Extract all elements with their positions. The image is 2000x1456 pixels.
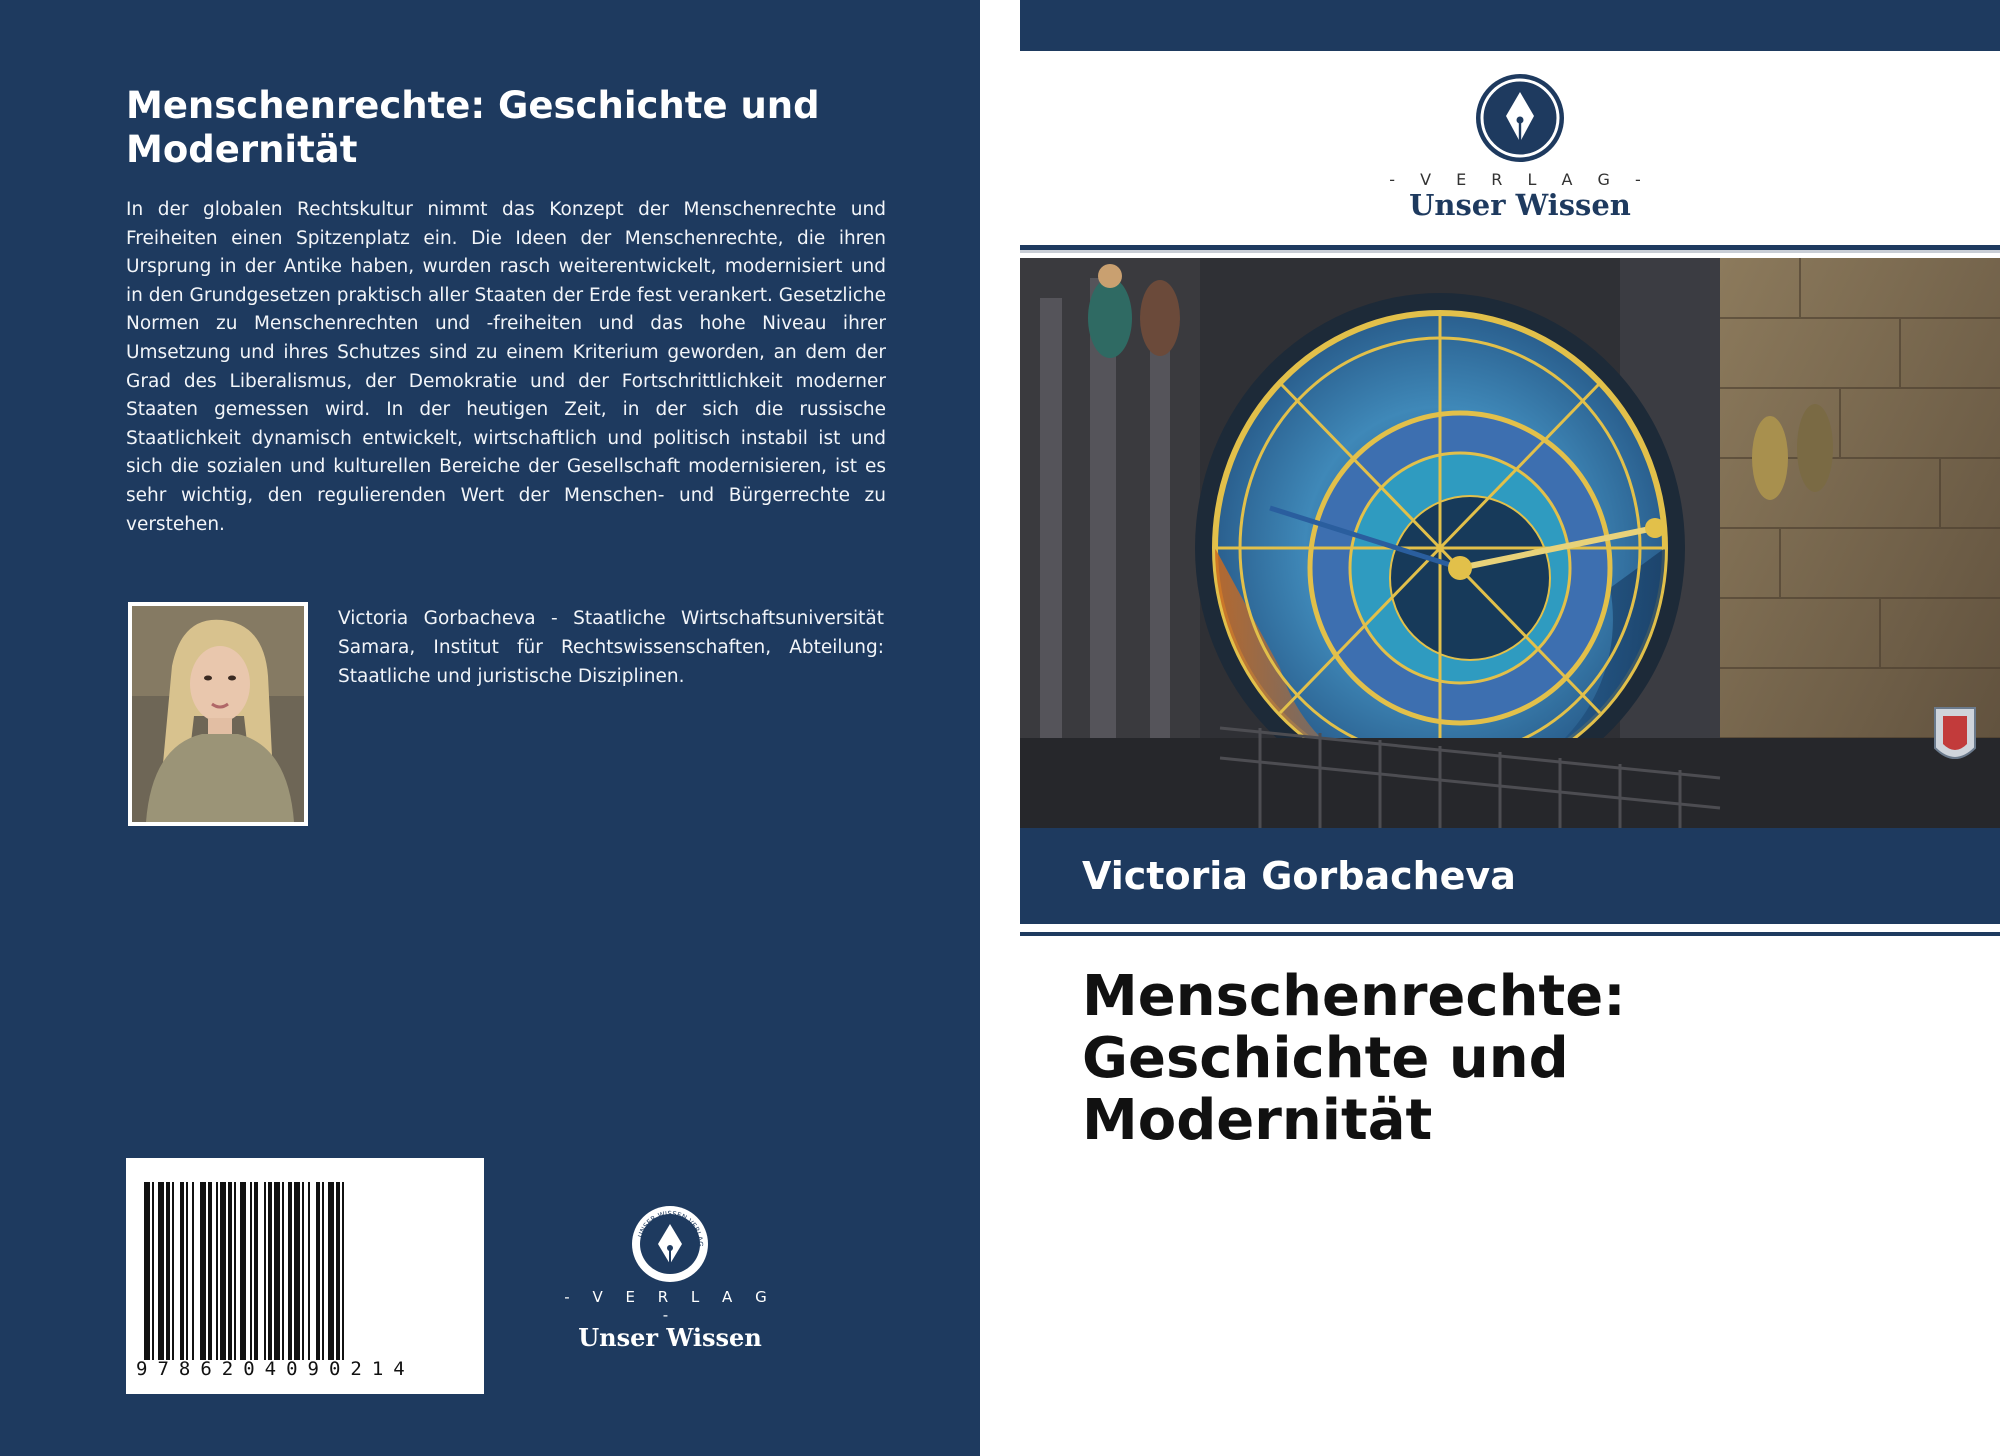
barcode-bar <box>250 1182 252 1360</box>
front-cover <box>1020 0 2000 1456</box>
barcode-bar <box>216 1182 218 1360</box>
barcode-bar <box>294 1182 300 1360</box>
front-title-line-3: Modernität <box>1082 1088 1433 1153</box>
logo-ring-text: UNSER WISSEN VERLAG <box>636 1209 705 1247</box>
back-logo-name: Unser Wissen <box>578 1323 762 1352</box>
back-cover-blurb: In der globalen Rechtskultur nimmt das Konzept der Menschenrechte und Freiheiten einen Spitzenplatz ein. Die Ideen der Menschenrechte, die ihren Ursprung in der Antike haben, wurden rasch weiterentwickelt, modernisiert und in den Grundgesetzen praktisch aller Staaten der Erde fest verankert. Gesetzliche Normen zu Menschenrechten und -freiheiten und das hohe Niveau ihrer Umsetzung und ihres Schutzes sind zu einem Kriterium geworden, an dem der Grad des Liberalismus, der Demokratie und der Fortschrittlichkeit moderner Staaten gemessen wird. In der heutigen Zeit, in der sich die russische Staatlichkeit dynamisch entwickelt, wirtschaftlich und politisch instabil ist und sich die sozialen und kulturellen Bereiche der Gesellschaft modernisieren, ist es sehr wichtig, den regulierenden Wert der Menschen- und Bürgerrechte zu verstehen. <box>126 199 886 535</box>
barcode-bar <box>254 1182 258 1360</box>
barcode-bars <box>140 1182 470 1360</box>
barcode-bar <box>264 1182 266 1360</box>
barcode-bar <box>220 1182 226 1360</box>
barcode-bar <box>308 1182 310 1360</box>
front-publisher-logo <box>1350 72 1690 222</box>
author-photo <box>128 602 308 826</box>
barcode-bar <box>336 1182 340 1360</box>
author-band <box>1020 828 2000 924</box>
barcode-bar <box>282 1182 284 1360</box>
fountain-pen-nib-icon <box>630 1204 710 1284</box>
cover-photo-astronomical-clock <box>1020 258 2000 828</box>
front-author-name: Victoria Gorbacheva <box>1082 854 1516 898</box>
barcode-bar <box>288 1182 292 1360</box>
back-publisher-logo <box>560 1204 780 1352</box>
front-logo-name: Unser Wissen <box>1409 188 1631 222</box>
fountain-pen-nib-icon <box>1474 72 1566 164</box>
barcode-bar <box>166 1182 170 1360</box>
barcode-bar <box>172 1182 174 1360</box>
front-title-line-1: Menschenrechte: <box>1082 964 1626 1029</box>
barcode-bar <box>200 1182 206 1360</box>
front-cover-title <box>1082 966 1962 1152</box>
barcode-bar <box>192 1182 194 1360</box>
author-bio: Victoria Gorbacheva - Staatliche Wirtschaftsuniversität Samara, Institut für Rechtswissenschaften, Abteilung: Staatliche und juristische Disziplinen. <box>338 608 884 687</box>
barcode-bar <box>274 1182 280 1360</box>
barcode-bar <box>268 1182 272 1360</box>
barcode-bar <box>228 1182 232 1360</box>
barcode-bar <box>186 1182 188 1360</box>
back-cover-title: Menschenrechte: Geschichte und Modernität <box>126 84 820 171</box>
barcode-bar <box>152 1182 154 1360</box>
barcode-bar <box>158 1182 164 1360</box>
barcode-bar <box>180 1182 184 1360</box>
back-cover <box>0 0 980 1456</box>
barcode-bar <box>328 1182 334 1360</box>
author-band-underline <box>1020 932 2000 936</box>
front-separator-shadow <box>1020 250 2000 253</box>
front-logo-verlag: - V E R L A G - <box>1389 170 1651 189</box>
isbn-barcode <box>126 1158 484 1394</box>
barcode-bar <box>342 1182 344 1360</box>
barcode-bar <box>240 1182 246 1360</box>
barcode-bar <box>234 1182 236 1360</box>
barcode-bar <box>144 1182 150 1360</box>
front-top-bar <box>1020 0 2000 51</box>
barcode-bar <box>322 1182 324 1360</box>
barcode-bar <box>208 1182 212 1360</box>
barcode-bar <box>302 1182 304 1360</box>
barcode-bar <box>316 1182 320 1360</box>
front-title-line-2: Geschichte und <box>1082 1026 1569 1091</box>
isbn-digits: 9786204090214 <box>136 1358 415 1380</box>
back-logo-verlag: - V E R L A G - <box>564 1288 776 1324</box>
